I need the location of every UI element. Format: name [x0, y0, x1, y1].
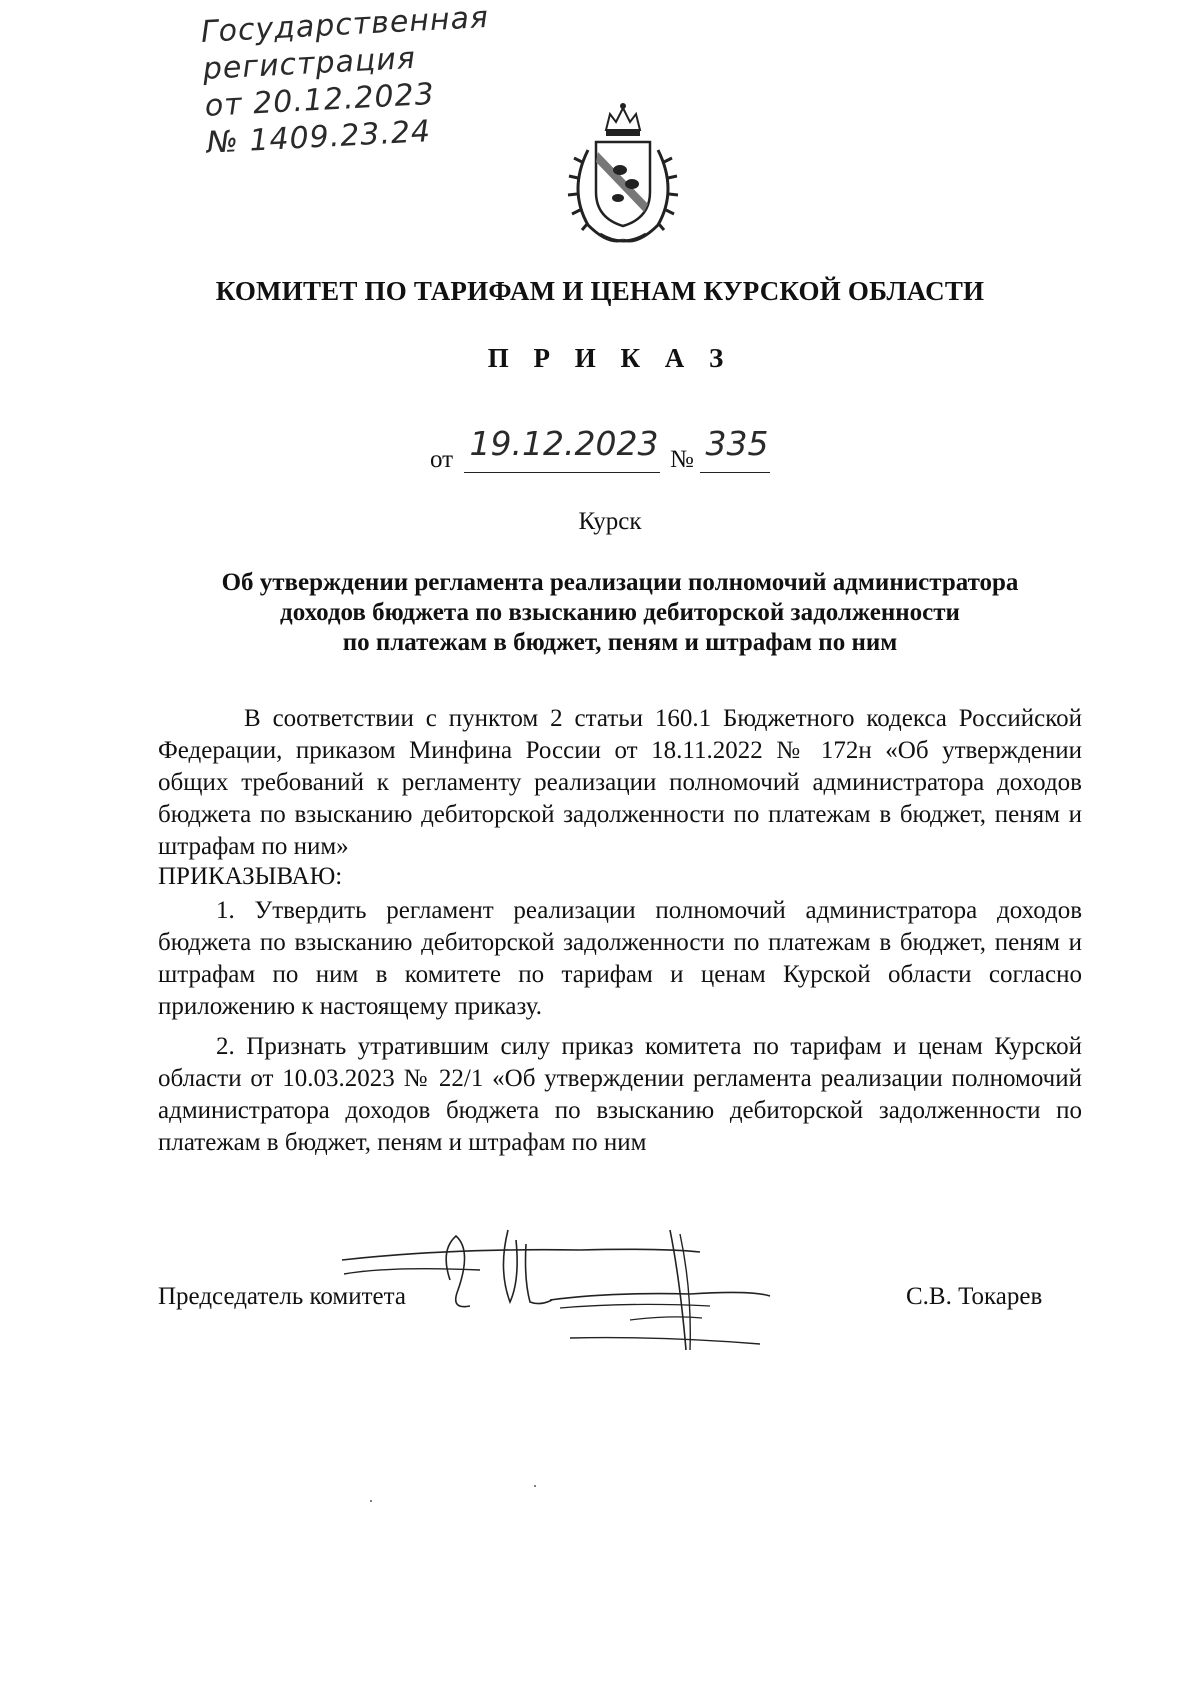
registration-note-line: от 20.12.2023 — [203, 76, 436, 124]
handwritten-number: 335 — [705, 424, 769, 463]
preamble-paragraph — [158, 703, 1082, 863]
scan-speck — [370, 1500, 372, 1502]
registration-note-line: Государственная — [200, 0, 490, 50]
registration-note-line: регистрация — [201, 40, 417, 87]
order-title: П Р И К А З — [487, 343, 733, 373]
registration-note-line: № 1409.23.24 — [205, 114, 432, 161]
preamble-text: В соответствии с пунктом 2 статьи 160.1 Бюджетного кодекса Российской Федерации, приказом Минфина России от 18.11.2022 № 172н «Об утверждении общих требований к регламенту реализации полномочий администратора доходов бюджета по взысканию дебиторской задолженности по платежам в бюджет, пеням и штрафам по ним» — [158, 705, 1082, 860]
order-subject — [150, 568, 1090, 658]
registration-note — [200, 0, 537, 162]
city: Курск — [578, 508, 642, 535]
signatory-name: С.В. Токарев — [906, 1283, 1043, 1310]
number-underline — [700, 472, 770, 473]
scan-speck — [534, 1485, 536, 1487]
subject-line: доходов бюджета по взысканию дебиторской задолженности — [280, 599, 960, 626]
date-underline — [464, 472, 660, 473]
order-item-2 — [158, 1031, 1082, 1159]
order-item-text: 2. Признать утратившим силу приказ комитета по тарифам и ценам Курской области от 10.03.2023 № 22/1 «Об утверждении регламента реализации полномочий администратора доходов бюджета по взысканию дебиторской задолженности по платежам в бюджет, пеням и штрафам по ним — [158, 1033, 1082, 1156]
committee-title: КОМИТЕТ ПО ТАРИФАМ И ЦЕНАМ КУРСКОЙ ОБЛАСТИ — [215, 276, 985, 306]
date-prefix-label: от — [430, 446, 454, 473]
order-item-text: 1. Утвердить регламент реализации полномочий администратора доходов бюджета по взысканию дебиторской задолженности по платежам в бюджет, пеням и штрафам по ним в комитете по тарифам и ценам Курской области согласно приложению к настоящему приказу. — [158, 897, 1082, 1020]
signatory-position: Председатель комитета — [158, 1283, 406, 1310]
handwritten-date: 19.12.2023 — [469, 424, 659, 463]
coat-of-arms-icon — [558, 100, 688, 250]
subject-line: по платежам в бюджет, пеням и штрафам по ним — [342, 629, 898, 656]
order-word: ПРИКАЗЫВАЮ: — [158, 863, 343, 890]
number-label: № — [670, 446, 694, 473]
order-item-1 — [158, 895, 1082, 1023]
handwritten-signature — [330, 1210, 850, 1360]
subject-line: Об утверждении регламента реализации полномочий администратора — [221, 569, 1019, 596]
